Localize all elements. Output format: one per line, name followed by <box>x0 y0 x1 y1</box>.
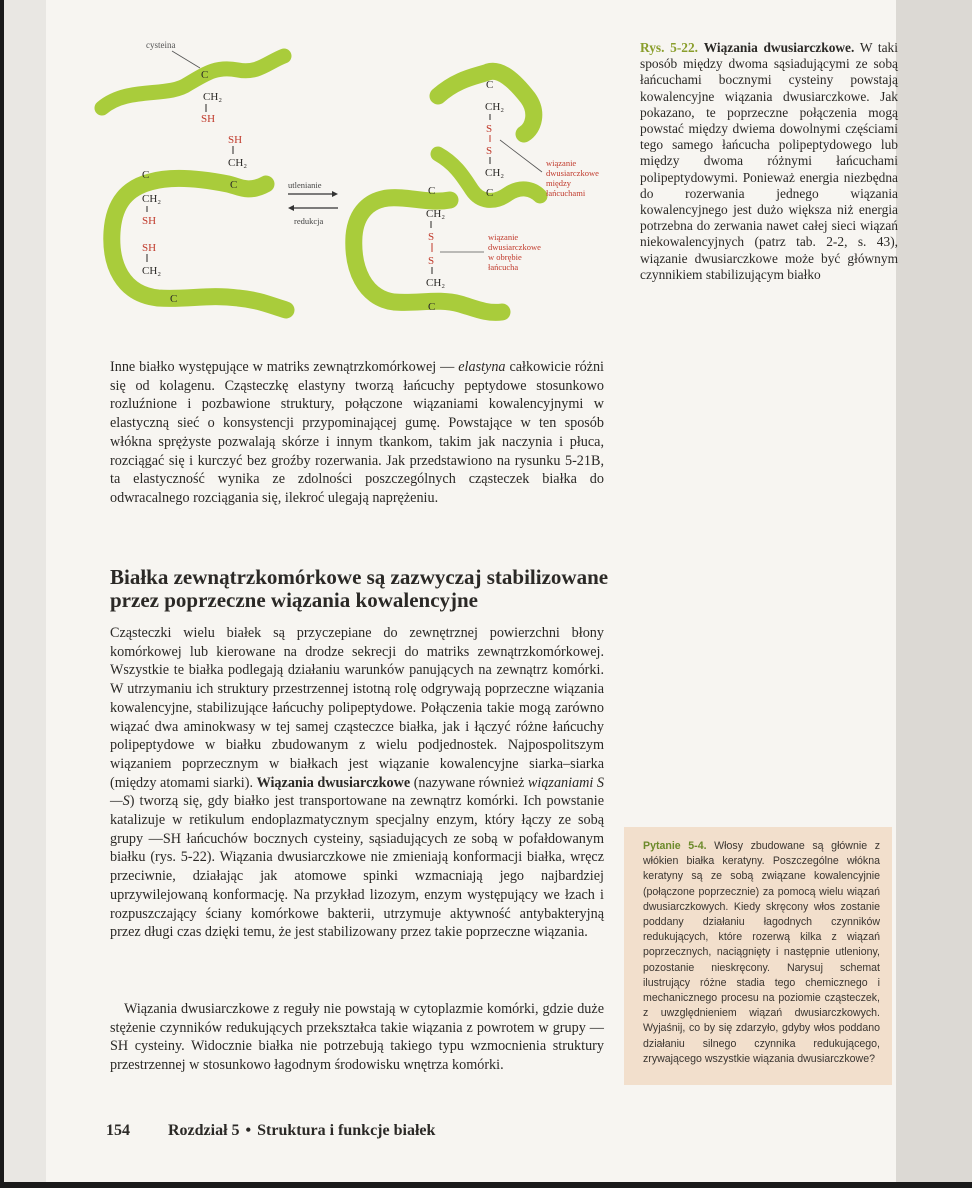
left-chain-big <box>112 178 286 310</box>
left-chain-sh-lower: SH <box>142 242 157 254</box>
right-inner-ch2: CH₂ <box>426 208 446 220</box>
left-mid-c: C <box>230 179 238 191</box>
right-inner-c-lower: C <box>428 301 436 313</box>
left-chain-ch2-upper: CH₂ <box>142 193 162 205</box>
oxidation-arrow <box>288 191 338 197</box>
caption-number: Rys. 5-22. <box>640 40 699 55</box>
svg-text:łańcuchami: łańcuchami <box>546 188 586 198</box>
left-chain-sh-upper: SH <box>142 215 157 227</box>
paragraph-text: (nazywane również <box>410 774 528 791</box>
intrachain-bond-label <box>488 232 541 272</box>
svg-text:wiązanie: wiązanie <box>546 158 577 168</box>
interchain-pointer <box>500 140 542 172</box>
oxidation-label: utlenianie <box>288 180 322 190</box>
page-number: 154 <box>106 1122 130 1139</box>
right-s-2: S <box>486 145 493 157</box>
right-inner-s-2: S <box>428 255 435 267</box>
paragraph-text: całkowicie różni się od kolagenu. Cząsteczkę elastyny tworzą łańcuchy peptydowe stosunkowo rozluźnione i pozbawione struktury, połączone wiązaniami kowalencyjnymi w elastyczną sieć o konsystencji przypominającej gumę. Powstające w ten sposób włókna sprężyste pozwalają skórze i innym tkankom, takim jak naczynia i płuca, rozciągać się i kurczyć bez groźby rozerwania. Jak przedstawiono na rysunku 5-21B, ta elastyczność wynika ze zdolności poszczególnych cząsteczek białka do odwracalnego rozciągania się, ilekroć ulegają naprężeniu. <box>110 359 605 506</box>
term-ss-bonds: wiązaniami S—S <box>110 774 604 810</box>
svg-text:dwusiarczkowe: dwusiarczkowe <box>488 242 541 252</box>
chapter-title: Struktura i funkcje białek <box>257 1122 436 1139</box>
svg-text:dwusiarczkowe: dwusiarczkowe <box>546 168 599 178</box>
svg-text:łańcucha: łańcucha <box>488 262 519 272</box>
right-mid-c: C <box>486 187 494 199</box>
left-chain-c-upper: C <box>142 169 150 181</box>
svg-text:wiązanie: wiązanie <box>488 232 519 242</box>
paragraph-text: Cząsteczki wielu białek są przyczepiane do zewnętrznej powierzchni błony komórkowej lub kierowane na drodze sekrecji do matriks zewnątrzkomórkowej. Wszystkie te białka podlegają działaniu warunków panujących na zewnątrz komórki. W utrzymaniu ich struktury przestrzennej istotną rolę odgrywają poprzeczne wiązania kowalencyjne, stabilizujące łańcuchy polipeptydowe. Połączenia takie mogą zarówno wiązać dwa aminokwasy w tej samej cząsteczce białka, jak i łączyć różne łańcuchy polipeptydowe w białku zbudowanym z wielu podjednostek. Najpospolitszym wiązaniem poprzecznym w białkach jest wiązanie kowalencyjne siarka–siarka (między atomami siarki). <box>110 625 604 791</box>
left-top-ch2: CH₂ <box>203 91 223 103</box>
paragraph-text: Inne białko występujące w matriks zewnątrzkomórkowej — <box>110 359 459 375</box>
section-heading: Białka zewnątrzkomórkowe są zazwyczaj stabilizowane przez poprzeczne wiązania kowalencyjne <box>110 565 609 612</box>
paragraph-cytoplasm: Wiązania dwusiarczkowe z reguły nie powstają w cytoplazmie komórki, gdzie duże stężenie czynników redukujących przekształca takie wiązania z powrotem w grupy —SH cysteiny. Widocznie białka nie potrzebują takiego typu wzmocnienia struktury przestrzennej w stosunkowo łagodnym środowisku wnętrza komórki. <box>110 1001 604 1074</box>
cysteine-pointer <box>172 51 200 68</box>
left-mid-sh: SH <box>228 134 243 146</box>
right-inner-ch2-lower: CH₂ <box>426 277 446 289</box>
cysteine-label: cysteina <box>146 40 176 50</box>
left-top-sh: SH <box>201 113 216 125</box>
question-text: Włosy zbudowane są głównie z włókien białka keratyny. Poszczególne włókna keratyny są ze sobą związane kowalencyjnie (połączone poprzecznie) za pomocą wielu wiązań dwusiarczkowych. Kiedy skręcony włos zostanie poddany działaniu łagodnych czynników redukujących, które rozerwą kilka z wiązań poprzecznych, naciągnięty i następnie utleniony, pozostanie nieskręcony. Narysuj schemat ilustrujący różne stadia tego chemicznego i mechanicznego procesu na poziomie cząsteczek, z uwzględnieniem wiązań dwusiarczkowych. Wyjaśnij, co by się zdarzyło, gdyby włos poddano działaniu silnego czynnika redukującego, zrywającego wszystkie wiązania dwusiarczkowe? <box>643 840 880 1065</box>
question-label: Pytanie 5-4. <box>643 840 707 852</box>
right-inner-s-1: S <box>428 231 435 243</box>
scan-edge-bottom <box>0 1182 972 1188</box>
term-disulfide-bonds: Wiązania dwusiarczkowe <box>256 774 411 791</box>
paragraph-elastin <box>110 358 604 508</box>
chapter-label: Rozdział 5 <box>168 1122 240 1139</box>
right-mid-ch2: CH₂ <box>485 167 505 179</box>
reduction-label: redukcja <box>294 216 324 226</box>
footer-separator: • <box>245 1122 252 1139</box>
left-chain-ch2-lower: CH₂ <box>142 265 162 277</box>
svg-text:między: między <box>546 178 572 188</box>
facing-page-edge <box>896 0 972 1188</box>
term-elastin: elastyna <box>458 359 506 375</box>
figure-caption <box>640 40 898 283</box>
right-top-ch2: CH₂ <box>485 101 505 113</box>
disulfide-bond-figure <box>88 36 628 336</box>
left-top-c: C <box>201 69 209 81</box>
right-inner-c: C <box>428 185 436 197</box>
caption-title: Wiązania dwusiarczkowe. <box>703 40 855 55</box>
svg-text:w obrębie: w obrębie <box>488 252 522 262</box>
interchain-bond-label <box>546 158 599 198</box>
left-chain-c-lower: C <box>170 293 178 305</box>
paragraph-crosslinks <box>110 624 604 942</box>
question-box <box>624 827 892 1085</box>
reduction-arrow <box>288 205 338 211</box>
paragraph-text: ) tworzą się, gdy białko jest transportowane na zewnątrz komórki. Ich powstanie katalizuje w retikulum endoplazmatycznym specjalny enzym, który łączy ze sobą grupy —SH łańcuchów bocznych cysteiny, sąsiadujących ze sobą w pofałdowanym białku (rys. 5-22). Wiązania dwusiarczkowe nie zmieniają konformacji białka, wręcz przeciwnie, działając jak atomowe spinki wzmacniają jego najbardziej uprzywilejowaną konformację. Na przykład lizozym, enzym występujący we łzach i rozpuszczający ściany komórkowe bakterii, utrzymuje aktywność antybakteryjną przez długi czas dzięki temu, że jest stabilizowany przez takie poprzeczne wiązania. <box>110 793 604 941</box>
scan-edge-left <box>0 0 4 1188</box>
left-mid-ch2: CH₂ <box>228 157 248 169</box>
caption-text: W taki sposób między dwoma sąsiadującymi ze sobą łańcuchami bocznymi cysteiny powstają kowalencyjne wiązania dwusiarczkowe. Jak pokazano, te poprzeczne połączenia mogą powstać między dwiema dowolnymi częściami tego samego łańcucha polipeptydowego lub między dwoma różnymi łańcuchami polipeptydowymi. Ponieważ energia niezbędna do rozerwania jednego wiązania kowalencyjnego jest dużo większa niż energia potrzebna do zerwania nawet całej sieci wiązań niekowalencyjnych (patrz tab. 2-2, s. 43), wiązanie dwusiarczkowe może być głównym czynnikiem stabilizującym białko <box>640 40 898 282</box>
page-footer <box>106 1122 435 1140</box>
right-s-1: S <box>486 123 493 135</box>
right-top-c: C <box>486 79 494 91</box>
